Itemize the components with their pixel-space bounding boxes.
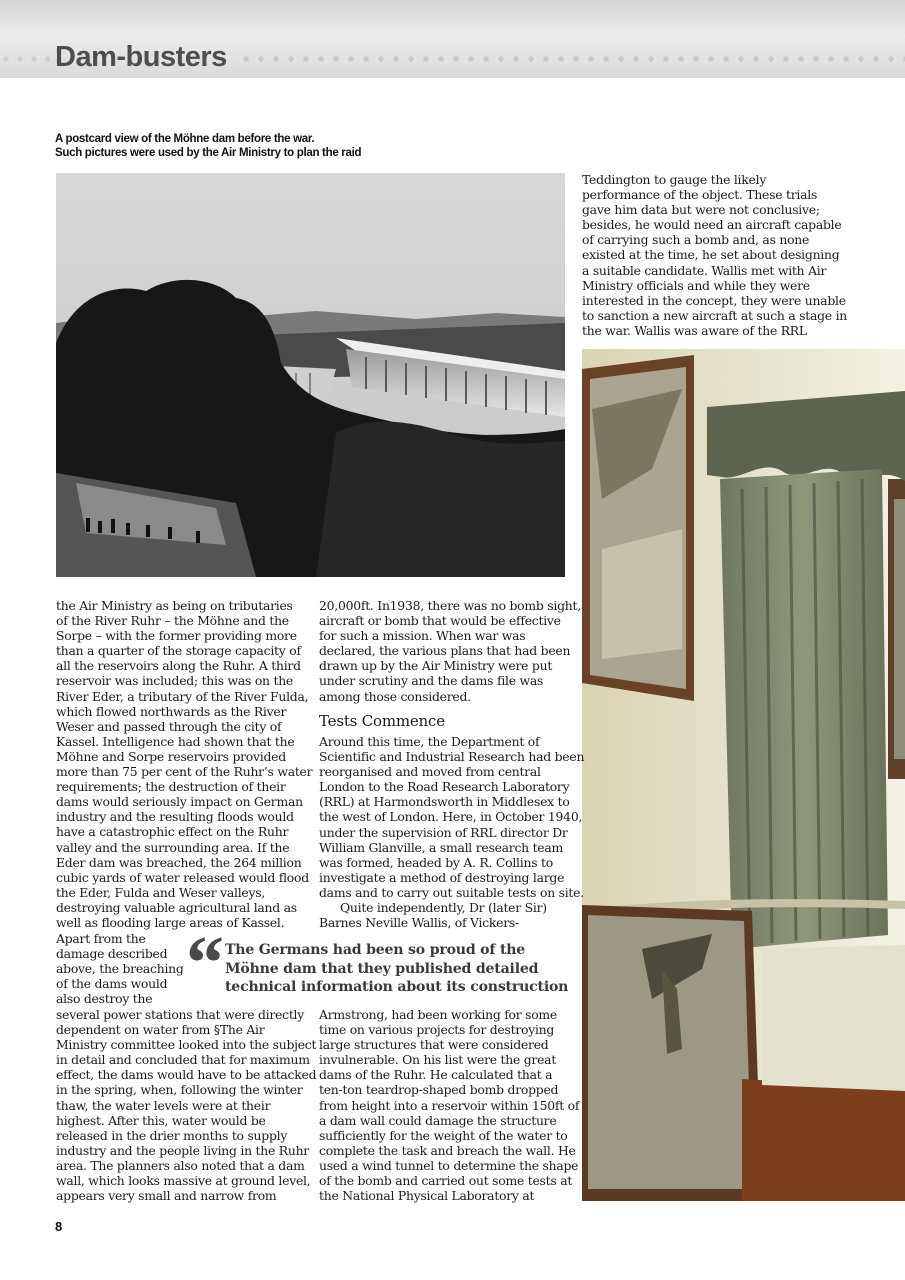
text-line: Quite independently, Dr (later Sir) — [340, 900, 547, 916]
text-line: the war. Wallis was aware of the RRL — [582, 322, 807, 338]
text-line: for such a mission. When war was — [319, 628, 526, 644]
text-line: existed at the time, he set about designing — [582, 247, 840, 263]
pull-quote-line: technical information about its construction — [225, 979, 569, 995]
column-1-bottom — [56, 1007, 316, 1203]
text-line: time on various projects for destroying — [319, 1022, 555, 1038]
text-line: used a wind tunnel to determine the shape — [319, 1157, 579, 1173]
column-3 — [582, 172, 847, 338]
text-line: appears very small and narrow from — [56, 1188, 277, 1204]
section-title: Dam-busters — [55, 41, 227, 73]
text-line: Ministry officials and while they were — [582, 277, 810, 293]
text-line: Barnes Neville Wallis, of Vickers- — [319, 915, 519, 931]
text-line: thaw, the water levels were at their — [56, 1097, 271, 1113]
text-line: dams of the Ruhr. He calculated that a — [319, 1067, 553, 1083]
text-line: requirements; the destruction of their — [56, 779, 286, 795]
quote-mark-icon: “ — [186, 921, 224, 1005]
room-photo — [582, 349, 905, 1201]
text-line: Möhne and Sorpe reservoirs provided — [56, 748, 286, 764]
text-line: ten-ton teardrop-shaped bomb dropped — [319, 1082, 559, 1098]
text-line: was formed, headed by A. R. Collins to — [319, 854, 553, 870]
caption-line: A postcard view of the Möhne dam before the war. — [55, 133, 315, 145]
caption-line: Such pictures were used by the Air Ministry to plan the raid — [55, 147, 362, 159]
text-line: above, the breaching — [56, 961, 184, 977]
text-line: William Glanville, a small research team — [319, 839, 564, 855]
text-line: Armstrong, had been working for some — [319, 1007, 558, 1022]
text-line: under the supervision of RRL director Dr — [319, 824, 568, 840]
text-line: industry and the resulting floods would — [56, 809, 294, 825]
text-line: London to the Road Research Laboratory — [319, 779, 570, 795]
text-line: the National Physical Laboratory at — [319, 1188, 535, 1204]
dam-photo-illustration — [56, 173, 565, 577]
text-line: cubic yards of water released would flood — [56, 869, 309, 885]
text-line: of the dams would — [56, 976, 168, 992]
text-line: Kassel. Intelligence had shown that the — [56, 733, 295, 749]
text-line: of the bomb and carried out some tests at — [319, 1173, 573, 1189]
photo-caption — [55, 132, 385, 160]
text-line: of carrying such a bomb and, as none — [582, 232, 810, 248]
text-line: in detail and concluded that for maximum — [56, 1052, 310, 1068]
text-line: sufficiently for the weight of the water to — [319, 1127, 568, 1143]
text-line: than a quarter of the storage capacity of — [56, 643, 301, 659]
column-1-short — [56, 931, 184, 1006]
text-line: reorganised and moved from central — [319, 764, 541, 780]
text-line: dependent on water from §The Air — [56, 1022, 265, 1038]
text-line: also destroy the — [56, 991, 153, 1007]
column-2-bottom — [319, 1007, 579, 1203]
text-line: Apart from the — [56, 931, 146, 946]
text-line: dams and to carry out suitable tests on site. — [319, 884, 584, 900]
text-line: all the reservoirs along the Ruhr. A third — [56, 658, 301, 674]
header-dots — [240, 53, 905, 65]
text-line: several power stations that were directly — [56, 1007, 305, 1022]
column-2-middle — [319, 734, 584, 930]
text-line: valley and the surrounding area. If the — [56, 839, 290, 855]
text-line: released in the drier months to supply — [56, 1127, 288, 1143]
page-number: 8 — [55, 1219, 63, 1234]
text-line: effect, the dams would have to be attacked — [56, 1067, 317, 1083]
column-1-top — [56, 598, 312, 930]
text-line: from height into a reservoir within 150ft of — [319, 1097, 580, 1113]
text-line: 20,000ft. In1938, there was no bomb sight, — [319, 598, 581, 613]
text-line: gave him data but were not conclusive; — [582, 202, 820, 218]
header-dots-left — [0, 53, 50, 65]
pull-quote-line: The Germans had been so proud of the — [225, 942, 526, 958]
text-line: Scientific and Industrial Research had been — [319, 749, 585, 765]
text-line: the Eder, Fulda and Weser valleys, — [56, 884, 266, 900]
text-line: River Eder, a tributary of the River Fulda, — [56, 688, 309, 704]
text-line: which flowed northwards as the River — [56, 703, 287, 719]
text-line: well as flooding large areas of Kassel. — [56, 914, 285, 930]
text-line: have a catastrophic effect on the Ruhr — [56, 824, 289, 840]
text-line: reservoir was included; this was on the — [56, 673, 294, 689]
text-line: the Air Ministry as being on tributaries — [56, 598, 293, 613]
text-line: Around this time, the Department of — [319, 734, 540, 749]
text-line: under scrutiny and the dams file was — [319, 673, 544, 689]
text-line: Teddington to gauge the likely — [582, 172, 767, 187]
text-line: of the River Ruhr – the Möhne and the — [56, 613, 289, 629]
text-line: besides, he would need an aircraft capable — [582, 217, 842, 233]
text-line: aircraft or bomb that would be effective — [319, 613, 561, 629]
text-line: performance of the object. These trials — [582, 187, 818, 203]
text-line: a suitable candidate. Wallis met with Air — [582, 262, 827, 278]
text-line: industry and the people living in the Ruhr — [56, 1142, 309, 1158]
text-line: among those considered. — [319, 688, 471, 704]
text-line: the west of London. Here, in October 1940, — [319, 809, 583, 825]
text-line: drawn up by the Air Ministry were put — [319, 658, 553, 674]
text-line: area. The planners also noted that a dam — [56, 1157, 305, 1173]
text-line: Eder dam was breached, the 264 million — [56, 854, 302, 870]
pull-quote — [225, 941, 568, 997]
column-2-top — [319, 598, 581, 704]
text-line: Weser and passed through the city of — [56, 718, 282, 734]
room-photo-illustration — [582, 349, 905, 1201]
text-line: to sanction a new aircraft at such a stage in — [582, 307, 848, 323]
text-line: a dam wall could damage the structure — [319, 1112, 557, 1128]
text-line: wall, which looks massive at ground level, — [56, 1173, 311, 1189]
dam-photo — [56, 173, 565, 577]
text-line: interested in the concept, they were unable — [582, 292, 846, 308]
text-line: large structures that were considered — [319, 1037, 549, 1053]
text-line: destroying valuable agricultural land as — [56, 899, 297, 915]
text-line: dams would seriously impact on German — [56, 794, 303, 810]
text-line: more than 75 per cent of the Ruhr’s water — [56, 764, 313, 780]
pull-quote-line: Möhne dam that they published detailed — [225, 960, 539, 977]
text-line: invulnerable. On his list were the great — [319, 1052, 557, 1068]
text-line: damage described — [56, 946, 168, 962]
text-line: investigate a method of destroying large — [319, 869, 565, 885]
text-line: Ministry committee looked into the subject — [56, 1037, 317, 1053]
subheading: Tests Commence — [319, 712, 445, 730]
text-line: Sorpe – with the former providing more — [56, 628, 297, 644]
text-line: declared, the various plans that had been — [319, 643, 571, 659]
text-line: in the spring, when, following the winter — [56, 1082, 303, 1098]
text-line: complete the task and breach the wall. He — [319, 1142, 576, 1158]
text-line: (RRL) at Harmondsworth in Middlesex to — [319, 794, 570, 810]
text-line: highest. After this, water would be — [56, 1112, 266, 1128]
